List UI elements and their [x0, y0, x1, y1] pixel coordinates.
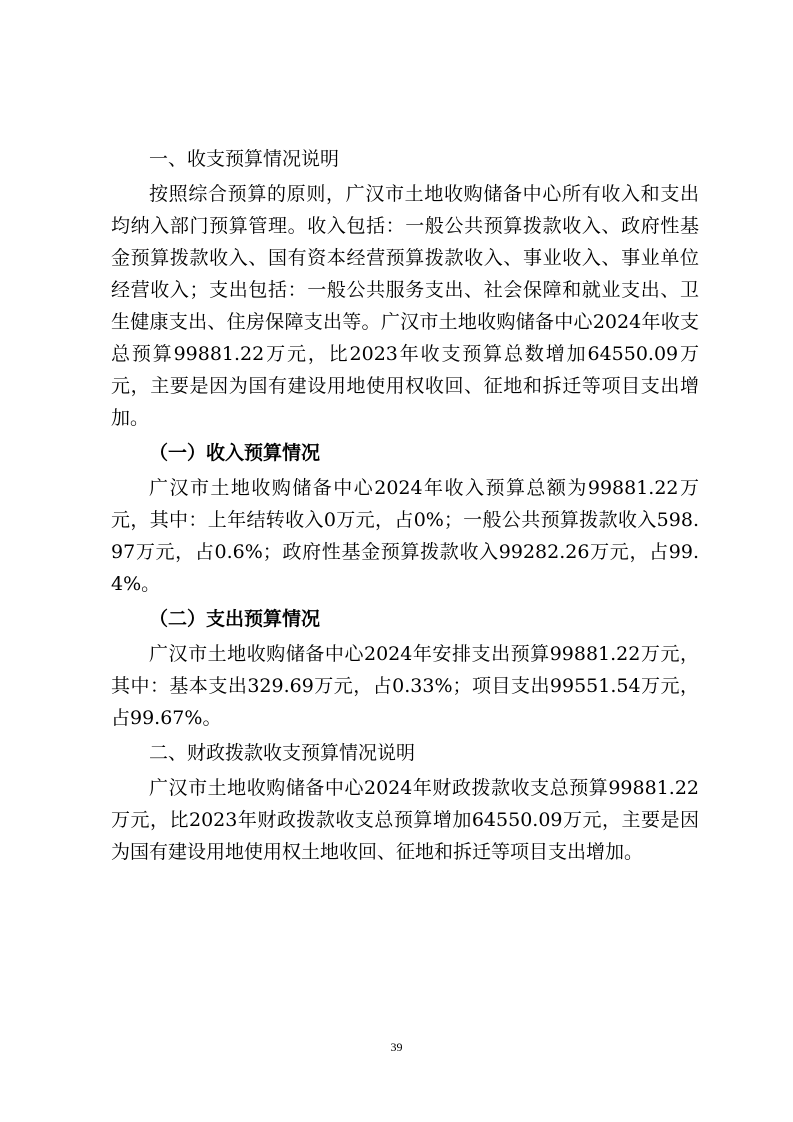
page-number: 39 — [390, 1040, 403, 1054]
subsection-heading-income: （一）收入预算情况 — [149, 442, 321, 464]
paragraph-fiscal-allocation: 广汉市土地收购储备中心2024年财政拨款收支总预算99881.22万元，比2023年财政拨款收支总预算增加64550.09万元，主要是因为国有建设用地使用权土地收回、征地和拆迁等项目支出增加。 — [111, 777, 699, 863]
paragraph-income: 广汉市土地收购储备中心2024年收入预算总额为99881.22万元，其中：上年结转收入0万元，占0%；一般公共预算拨款收入598.97万元，占0.6%；政府性基金预算拨款收入99282.26万元，占99.4%。 — [111, 477, 699, 595]
document-body — [111, 144, 699, 872]
subsection-heading-expenditure: （二）支出预算情况 — [149, 608, 321, 630]
paragraph-expenditure: 广汉市土地收购储备中心2024年安排支出预算99881.22万元，其中：基本支出329.69万元，占0.33%；项目支出99551.54万元，占99.67%。 — [111, 643, 699, 729]
paragraph-budget-overview: 按照综合预算的原则，广汉市土地收购储备中心所有收入和支出均纳入部门预算管理。收入包括：一般公共预算拨款收入、政府性基金预算拨款收入、国有资本经营预算拨款收入、事业收入、事业单位经营收入；支出包括：一般公共服务支出、社会保障和就业支出、卫生健康支出、住房保障支出等。广汉市土地收购储备中心2024年收支总预算99881.22万元，比2023年收支预算总数增加64550.09万元，主要是因为国有建设用地使用权收回、征地和拆迁等项目支出增加。 — [111, 183, 699, 429]
section-heading-fiscal-allocation: 二、财政拨款收支预算情况说明 — [149, 742, 416, 764]
section-heading-budget-overview: 一、收支预算情况说明 — [149, 148, 340, 170]
